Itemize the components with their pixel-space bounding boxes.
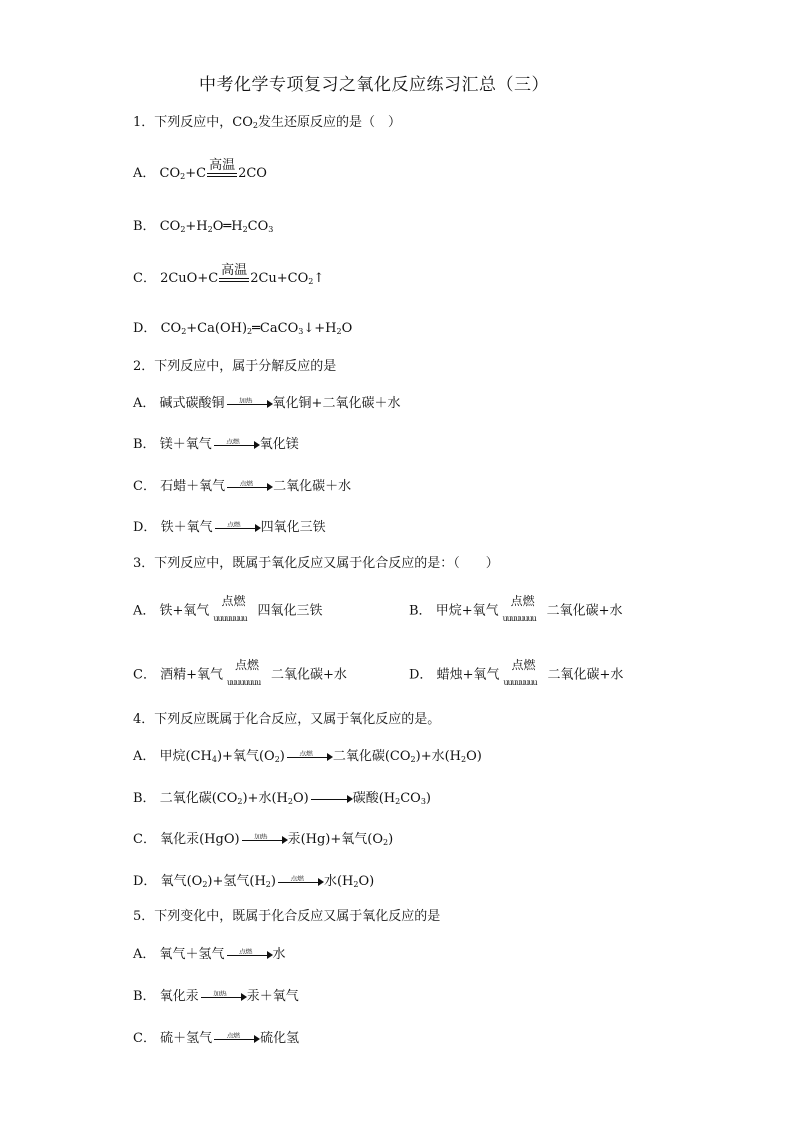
q1-option-a[interactable] — [133, 158, 267, 185]
reaction-condition: 加热 — [254, 833, 268, 840]
option-label: C． — [133, 832, 156, 847]
subscript: 3 — [420, 797, 426, 806]
reactant: 碱式碳酸铜 — [159, 396, 225, 411]
product: 四氧化三铁 — [260, 520, 326, 535]
product: 2CO — [238, 166, 267, 181]
condition-equals-sign — [219, 263, 249, 282]
product: ) — [425, 791, 431, 806]
condition-underline: uuuuuuuu — [227, 678, 261, 687]
q2-option-a[interactable] — [133, 393, 400, 415]
product: )+水(H — [415, 749, 462, 764]
reaction-arrow-icon — [227, 478, 271, 496]
reactant: 氧化汞(HgO) — [160, 832, 240, 847]
question-5-stem: 5．下列变化中，既属于化合反应又属于氧化反应的是 — [133, 909, 441, 924]
q5-option-b[interactable] — [133, 986, 299, 1008]
q3-option-b[interactable] — [409, 594, 623, 623]
subscript: 2 — [242, 225, 248, 234]
option-label: D． — [133, 520, 157, 535]
option-label: A． — [133, 749, 156, 764]
product: O) — [466, 749, 482, 764]
subscript: 3 — [298, 327, 304, 336]
reaction-arrow-icon — [201, 988, 245, 1006]
option-label: B． — [409, 603, 432, 619]
reaction-condition: 点燃 — [221, 594, 246, 608]
q1-stem-co2: CO — [232, 115, 253, 130]
product: 2Cu+CO — [250, 271, 309, 286]
subscript: 2 — [180, 225, 186, 234]
subscript: 2 — [274, 755, 280, 764]
formula-part: O — [341, 321, 353, 336]
reaction-arrow-icon — [242, 831, 286, 849]
q3-option-c[interactable] — [133, 658, 347, 687]
option-label: A． — [133, 396, 156, 411]
subscript: 2 — [287, 797, 293, 806]
formula-part: CO — [159, 219, 181, 234]
product: 二氧化碳(CO — [332, 749, 411, 764]
reactant: 氧化汞 — [159, 989, 199, 1004]
reaction-arrow-icon — [278, 873, 322, 891]
option-label: C． — [133, 479, 156, 494]
reactant: 铁+氧气 — [159, 603, 210, 619]
product: 水 — [272, 947, 286, 962]
reaction-arrow-icon — [227, 395, 271, 413]
option-label: D． — [409, 667, 433, 683]
question-1-stem — [133, 112, 401, 134]
subscript: 2 — [461, 755, 467, 764]
product: 二氧化碳＋水 — [273, 479, 352, 494]
reaction-arrow-icon — [214, 436, 258, 454]
subscript: 2 — [383, 838, 389, 847]
product: 硫化氢 — [260, 1031, 300, 1046]
condition-underline: uuuuuuuu — [503, 678, 537, 687]
q5-option-c[interactable] — [133, 1028, 299, 1050]
formula-part: CO — [247, 219, 269, 234]
option-label: B． — [133, 437, 156, 452]
gas-arrow-icon: ↑ — [313, 271, 325, 286]
option-label: D． — [133, 874, 157, 889]
q5-option-a[interactable] — [133, 944, 286, 966]
q4-option-b[interactable] — [133, 788, 431, 810]
subscript: 2 — [308, 277, 314, 286]
reactant: 2CuO+C — [160, 271, 219, 286]
reaction-arrow-icon — [311, 790, 351, 808]
reactant: )+氢气(H — [207, 874, 266, 889]
reactant: 硫＋氢气 — [160, 1031, 213, 1046]
option-label: A． — [133, 166, 156, 181]
formula-part: ═CaCO — [252, 321, 299, 336]
reactant: 二氧化碳(CO — [159, 791, 238, 806]
subscript: 2 — [237, 797, 243, 806]
question-3-stem: 3．下列反应中，既属于氧化反应又属于化合反应的是：（ ） — [133, 556, 499, 571]
ignite-condition-icon — [503, 658, 543, 687]
reaction-condition: 点燃 — [510, 594, 535, 608]
ignite-condition-icon — [227, 658, 267, 687]
reactant: +C — [185, 166, 207, 181]
formula-part: ↓+H — [303, 321, 337, 336]
product: 汞＋氧气 — [246, 989, 299, 1004]
formula-part: O═H — [212, 219, 243, 234]
q1-stem-pre: 1．下列反应中， — [133, 115, 233, 130]
product: 氧化铜+二氧化碳＋水 — [272, 396, 401, 411]
option-label: B． — [133, 219, 156, 234]
reaction-condition: 点燃 — [227, 521, 241, 528]
reaction-condition: 高温 — [221, 263, 248, 278]
product: 二氧化碳+水 — [271, 667, 347, 683]
q2-option-d[interactable] — [133, 517, 326, 539]
reaction-condition: 加热 — [213, 990, 227, 997]
reaction-arrow-icon — [227, 946, 271, 964]
subscript: 4 — [211, 755, 217, 764]
reaction-condition: 点燃 — [226, 1032, 240, 1039]
reactant: 酒精+氧气 — [160, 667, 223, 683]
reaction-condition: 点燃 — [511, 658, 536, 672]
formula-part: CO — [160, 321, 182, 336]
q4-option-d[interactable] — [133, 871, 374, 893]
option-label: C． — [133, 667, 156, 683]
q3-option-d[interactable] — [409, 658, 624, 687]
subscript: 2 — [265, 880, 271, 889]
reactant: )+氧气(O — [216, 749, 275, 764]
reactant: 甲烷+氧气 — [435, 603, 499, 619]
reactant: 石蜡＋氧气 — [160, 479, 226, 494]
page-title: 中考化学专项复习之氧化反应练习汇总（三） — [199, 75, 549, 95]
subscript: 2 — [410, 755, 416, 764]
subscript: 2 — [181, 327, 187, 336]
question-2-stem: 2．下列反应中，属于分解反应的是 — [133, 359, 337, 374]
reactant: ) — [270, 874, 276, 889]
product: 氧化镁 — [259, 437, 299, 452]
reaction-condition: 点燃 — [235, 658, 260, 672]
q2-option-c[interactable] — [133, 476, 351, 498]
reaction-condition: 加热 — [239, 397, 253, 404]
q3-option-a[interactable] — [133, 594, 323, 623]
condition-equals-sign — [207, 158, 237, 177]
product: 四氧化三铁 — [257, 603, 323, 619]
formula-part: +Ca(OH) — [186, 321, 248, 336]
q2-option-b[interactable] — [133, 434, 299, 456]
product: ) — [388, 832, 394, 847]
q1-option-d[interactable] — [133, 318, 352, 340]
question-4-stem: 4．下列反应既属于化合反应，又属于氧化反应的是。 — [133, 712, 441, 727]
reaction-arrow-icon — [215, 519, 259, 537]
option-label: A． — [133, 947, 156, 962]
subscript: 2 — [353, 880, 359, 889]
ignite-condition-icon — [213, 594, 253, 623]
reaction-arrow-icon — [214, 1030, 258, 1048]
subscript: 2 — [336, 327, 342, 336]
reactant: 氧气(O — [160, 874, 203, 889]
reactant: ) — [279, 749, 285, 764]
reaction-condition: 点燃 — [290, 875, 304, 882]
product: 汞(Hg)+氧气(O — [287, 832, 383, 847]
reactant: )+水(H — [242, 791, 288, 806]
reactant: 甲烷(CH — [159, 749, 212, 764]
product: O) — [358, 874, 375, 889]
formula-part: +H — [185, 219, 208, 234]
subscript: 2 — [247, 327, 253, 336]
subscript: 2 — [395, 797, 401, 806]
option-label: B． — [133, 791, 156, 806]
subscript: 2 — [252, 121, 258, 130]
subscript: 2 — [202, 880, 208, 889]
reaction-condition: 点燃 — [239, 948, 253, 955]
option-label: A． — [133, 603, 156, 619]
option-label: B． — [133, 989, 156, 1004]
reactant: CO — [159, 166, 181, 181]
reaction-arrow-icon — [287, 748, 331, 766]
product: 二氧化碳+水 — [547, 667, 624, 683]
reaction-condition: 点燃 — [299, 750, 313, 757]
q4-option-c[interactable] — [133, 829, 393, 851]
q1-stem-post: 发生还原反应的是（ ） — [257, 115, 401, 130]
condition-underline: uuuuuuuu — [502, 614, 536, 623]
reaction-condition: 点燃 — [226, 438, 240, 445]
product: 水(H — [323, 874, 354, 889]
option-label: D． — [133, 321, 157, 336]
subscript: 3 — [268, 225, 274, 234]
product: CO — [400, 791, 421, 806]
q1-option-c[interactable] — [133, 263, 325, 290]
reactant: 铁＋氧气 — [160, 520, 213, 535]
product: 二氧化碳+水 — [546, 603, 623, 619]
condition-underline: uuuuuuuu — [213, 614, 247, 623]
reactant: 镁＋氧气 — [159, 437, 212, 452]
reactant: O) — [292, 791, 309, 806]
reaction-condition: 点燃 — [239, 480, 253, 487]
option-label: C． — [133, 271, 156, 286]
q1-option-b[interactable] — [133, 216, 273, 238]
product: 碳酸(H — [352, 791, 396, 806]
reactant: 氧气＋氢气 — [159, 947, 225, 962]
reactant: 蜡烛+氧气 — [436, 667, 500, 683]
reaction-condition: 高温 — [209, 158, 236, 173]
subscript: 2 — [207, 225, 213, 234]
option-label: C． — [133, 1031, 156, 1046]
subscript: 2 — [180, 172, 186, 181]
ignite-condition-icon — [502, 594, 543, 623]
q4-option-a[interactable] — [133, 746, 482, 768]
